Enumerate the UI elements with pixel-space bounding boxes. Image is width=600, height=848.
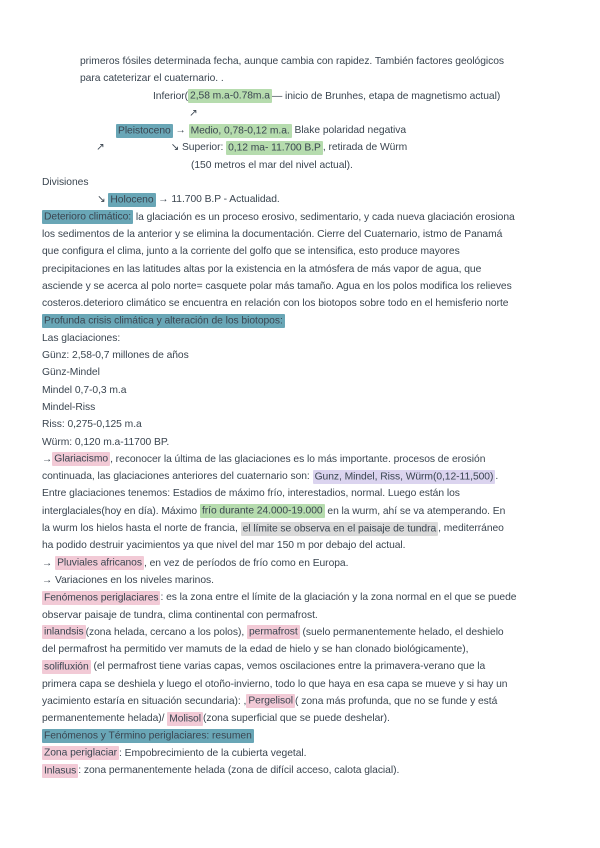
text-run: Würm: 0,120 m.a-11700 BP. bbox=[42, 436, 170, 448]
text-line bbox=[42, 555, 562, 572]
highlighted-text: Fenómenos periglaciares bbox=[44, 592, 159, 604]
text-run: → 11.700 B.P - Actualidad. bbox=[155, 194, 280, 206]
text-line bbox=[42, 399, 562, 416]
text-line bbox=[42, 174, 562, 191]
text-line bbox=[42, 209, 562, 226]
highlighted-text: solifluxión bbox=[44, 661, 89, 673]
highlighted-text: Pleistoceno bbox=[118, 125, 171, 137]
text-line bbox=[42, 226, 562, 243]
highlighted-text: inlandsis bbox=[44, 626, 84, 638]
text-run: Divisiones bbox=[42, 177, 89, 189]
text-run: (zona superficial que se puede deshelar). bbox=[202, 713, 390, 725]
text-line bbox=[153, 88, 562, 105]
highlighted-text: Fenómenos y Término periglaciares: resumen bbox=[44, 730, 252, 742]
text-line bbox=[42, 468, 562, 485]
highlighted-text: Gunz, Mindel, Riss, Würm(0,12-11,500) bbox=[314, 471, 494, 483]
text-line bbox=[80, 70, 562, 87]
text-run: Riss: 0,275-0,125 m.a bbox=[42, 419, 142, 431]
text-run: yacimiento estaría en situación secundaria): , bbox=[42, 695, 247, 707]
text-run: — inicio de Brunhes, etapa de magnetismo actual) bbox=[271, 90, 501, 102]
text-run: interglaciales(hoy en día). Máximo bbox=[42, 505, 200, 517]
text-line bbox=[42, 261, 562, 278]
text-line bbox=[42, 243, 562, 260]
text-run: Inferior( bbox=[153, 90, 189, 102]
text-line bbox=[42, 710, 562, 727]
text-run: Las glaciaciones: bbox=[42, 332, 121, 344]
text-run: que configura el clima, junto a la corriente del golfo que se intensifica, esto produce mayores bbox=[42, 246, 460, 258]
text-run: los sedimentos de la anterior y se elimina la documentación. Cierre del Cuaternario, istmo de Panamá bbox=[42, 228, 503, 240]
text-run: ↘ Superior: bbox=[170, 142, 227, 154]
text-run: (el permafrost tiene varias capas, vemos oscilaciones entre la primavera-verano que la bbox=[90, 661, 486, 673]
text-line bbox=[42, 745, 562, 762]
text-line bbox=[42, 451, 562, 468]
text-run: (150 metros el mar del nivel actual). bbox=[191, 159, 353, 171]
text-run: Günz: 2,58-0,7 millones de años bbox=[42, 350, 189, 362]
text-line bbox=[42, 728, 562, 745]
text-line bbox=[42, 485, 562, 502]
highlighted-text: Holoceno bbox=[110, 194, 154, 206]
text-run: ( zona más profunda, que no se funde y está bbox=[295, 695, 498, 707]
highlighted-text: Pluviales africanos bbox=[57, 557, 142, 569]
highlighted-text: Glariacismo bbox=[54, 453, 109, 465]
highlighted-text: 0,12 ma- 11.700 B.P bbox=[228, 142, 321, 154]
text-run: (suelo permanentemente helado, el deshielo bbox=[299, 626, 504, 638]
text-line bbox=[189, 105, 562, 122]
text-run: en la wurm, ahí se va atemperando. En bbox=[324, 505, 506, 517]
text-run: → bbox=[42, 557, 56, 569]
text-run: ↘ bbox=[97, 194, 109, 206]
text-line bbox=[42, 278, 562, 295]
text-run: Entre glaciaciones tenemos: Estadios de máximo frío, interestadios, normal. Luego están los bbox=[42, 488, 460, 500]
highlighted-text: permafrost bbox=[248, 626, 298, 638]
text-run: ha podido destruir yacimientos ya que nivel del mar 150 m por debajo del actual. bbox=[42, 540, 406, 552]
text-run: (zona helada, cercano a los polos), bbox=[85, 626, 247, 638]
text-line bbox=[96, 139, 562, 156]
text-run: la glaciación es un proceso erosivo, sedimentario, y cada nueva glaciación erosiona bbox=[133, 211, 515, 223]
text-run: . bbox=[495, 471, 499, 483]
text-run: Blake polaridad negativa bbox=[291, 125, 407, 137]
text-line bbox=[116, 122, 562, 139]
text-run: Günz-Mindel bbox=[42, 367, 100, 379]
highlighted-text: frío durante 24.000-19.000 bbox=[201, 505, 323, 517]
text-line bbox=[42, 312, 562, 329]
text-line bbox=[42, 693, 562, 710]
text-line bbox=[42, 364, 562, 381]
highlighted-text: Molisol bbox=[169, 713, 201, 725]
text-line bbox=[97, 191, 562, 208]
text-line bbox=[42, 520, 562, 537]
text-run: continuada, las glaciaciones anteriores del cuaternario son: bbox=[42, 471, 313, 483]
text-line bbox=[42, 537, 562, 554]
text-run: precipitaciones en las latitudes altas por la existencia en la atmósfera de más vapor de agua, que bbox=[42, 263, 482, 275]
text-line bbox=[42, 762, 562, 779]
text-run: primera capa se deshiela y luego el otoño-invierno, todo lo que haya en esa capa se mueve y si hay un bbox=[42, 678, 508, 690]
text-run: → bbox=[42, 453, 53, 465]
text-run: → bbox=[172, 125, 189, 137]
text-run: , retirada de Würm bbox=[322, 142, 408, 154]
text-run: : Empobrecimiento de la cubierta vegetal. bbox=[119, 747, 307, 759]
text-run: , reconocer la última de las glaciaciones es lo más importante. procesos de erosión bbox=[110, 453, 486, 465]
text-run: → Variaciones en los niveles marinos. bbox=[42, 574, 214, 586]
highlighted-text: Profunda crisis climática y alteración de los biotopos: bbox=[44, 315, 283, 327]
text-line bbox=[42, 676, 562, 693]
text-line bbox=[42, 434, 562, 451]
text-run: Mindel 0,7-0,3 m.a bbox=[42, 384, 127, 396]
highlighted-text: Zona periglaciar bbox=[44, 747, 118, 759]
text-line bbox=[42, 382, 562, 399]
highlighted-text: Inlasus bbox=[44, 765, 77, 777]
highlighted-text: Pergelisol bbox=[248, 695, 294, 707]
highlighted-text: 2,58 m.a-0.78m.a bbox=[190, 90, 270, 102]
highlighted-text: Deterioro climático: bbox=[44, 211, 132, 223]
text-run: ↗ bbox=[96, 142, 105, 154]
text-run: , en vez de períodos de frío como en Europa. bbox=[143, 557, 349, 569]
text-line bbox=[80, 53, 562, 70]
text-line bbox=[42, 607, 562, 624]
text-line bbox=[42, 572, 562, 589]
text-run: , mediterráneo bbox=[438, 523, 504, 535]
text-run: ↗ bbox=[189, 107, 198, 119]
text-line bbox=[42, 589, 562, 606]
text-line bbox=[42, 416, 562, 433]
text-line bbox=[42, 295, 562, 312]
text-run: Mindel-Riss bbox=[42, 401, 96, 413]
highlighted-text: Medio, 0,78-0,12 m.a. bbox=[190, 125, 290, 137]
text-run: observar paisaje de tundra, clima continental con permafrost. bbox=[42, 609, 318, 621]
text-line bbox=[42, 330, 562, 347]
text-line bbox=[42, 347, 562, 364]
text-run: permanentemente helada)/ bbox=[42, 713, 168, 725]
text-run: asciende y se acerca al polo norte= casquete polar más tamaño. Agua en los polos modifica los relieves bbox=[42, 280, 512, 292]
text-line bbox=[42, 624, 562, 641]
text-run: primeros fósiles determinada fecha, aunque cambia con rapidez. También factores geológicos bbox=[80, 56, 505, 67]
text-line bbox=[42, 658, 562, 675]
text-run: costeros.deterioro climático se encuentra en relación con los biotopos sobre todo en el hemisferio norte bbox=[42, 298, 509, 310]
text-run: la wurm los hielos hasta el norte de francia, bbox=[42, 523, 241, 535]
text-run: del permafrost ha permitido ver mamuts de la edad de hielo y se han clonado biológicamente), bbox=[42, 644, 469, 656]
text-line bbox=[191, 157, 562, 174]
text-run: para cateterizar el cuaternario. . bbox=[80, 73, 224, 85]
text-run: : es la zona entre el límite de la glaciación y la zona normal en el que se puede bbox=[160, 592, 517, 604]
text-line bbox=[42, 641, 562, 658]
text-run: : zona permanentemente helada (zona de difícil acceso, calota glacial). bbox=[78, 765, 400, 777]
highlighted-text: el límite se observa en el paisaje de tundra bbox=[242, 523, 437, 535]
text-line bbox=[42, 503, 562, 520]
